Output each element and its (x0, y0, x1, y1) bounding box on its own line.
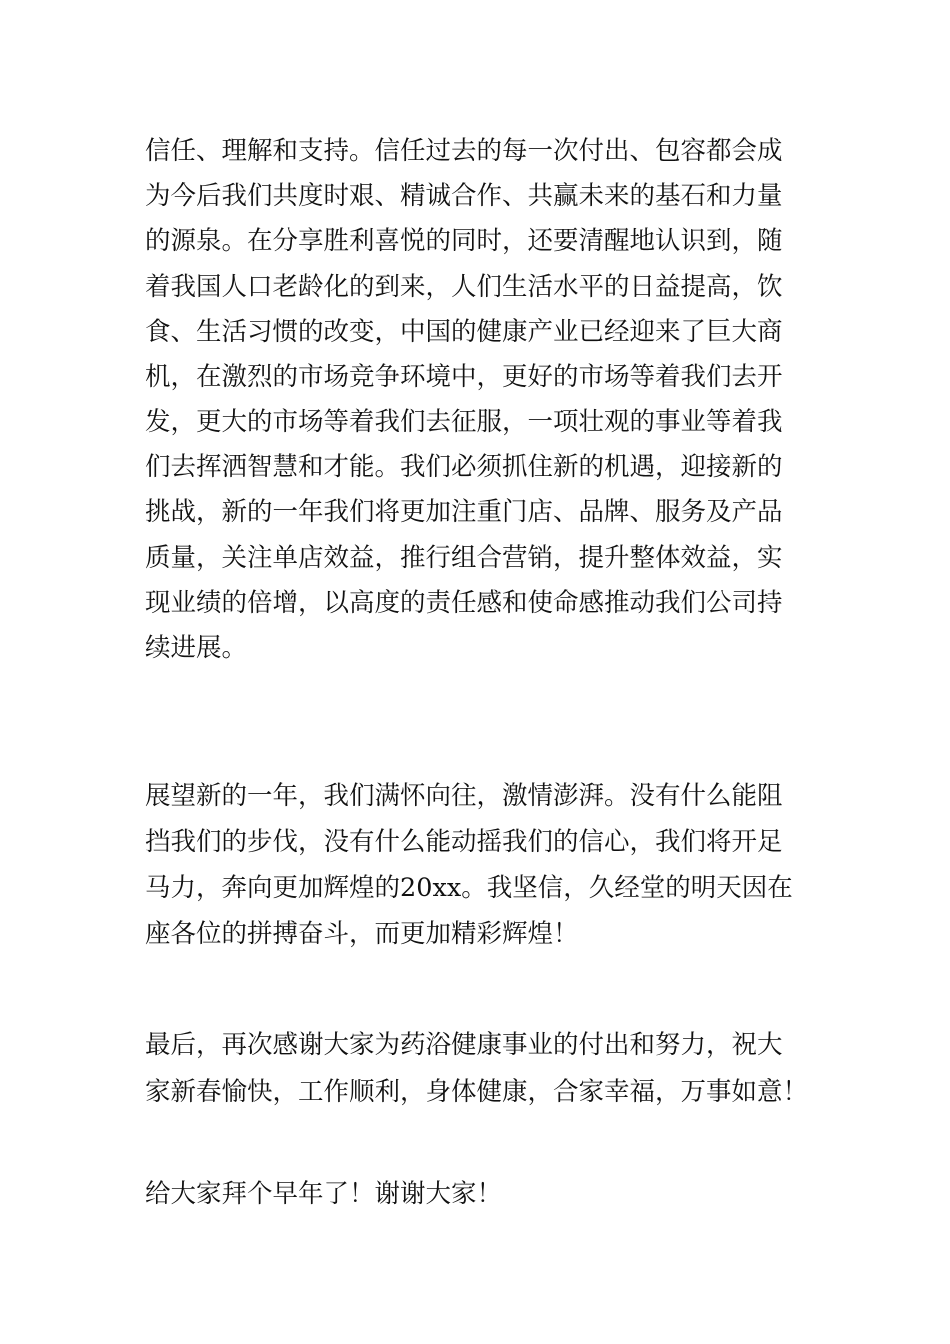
text-line: 食、生活习惯的改变，中国的健康产业已经迎来了巨大商 (145, 317, 783, 347)
text-line: 质量，关注单店效益，推行组合营销，提升整体效益，实 (145, 543, 783, 573)
text-line: 的源泉。在分享胜利喜悦的同时，还要清醒地认识到，随 (145, 226, 783, 256)
text-line: 机，在激烈的市场竞争环境中，更好的市场等着我们去开 (145, 362, 783, 392)
text-line: 着我国人口老龄化的到来，人们生活水平的日益提高，饮 (145, 272, 783, 302)
text-line: 为今后我们共度时艰、精诚合作、共赢未来的基石和力量 (145, 181, 783, 211)
text-line: 发，更大的市场等着我们去征服，一项壮观的事业等着我 (145, 407, 783, 437)
text-line: 最后，再次感谢大家为药浴健康事业的付出和努力，祝大 (145, 1030, 783, 1060)
text-line: 家新春愉快，工作顺利，身体健康，合家幸福，万事如意！ (145, 1077, 809, 1107)
text-line: 座各位的拼搏奋斗，而更加精彩辉煌！ (145, 919, 579, 949)
text-line: 马力，奔向更加辉煌的20xx。我坚信，久经堂的明天因在 (145, 873, 793, 903)
text-line: 挡我们的步伐，没有什么能动摇我们的信心，我们将开足 (145, 827, 783, 857)
text-line: 挑战，新的一年我们将更加注重门店、品牌、服务及产品 (145, 497, 783, 527)
text-line: 现业绩的倍增，以高度的责任感和使命感推动我们公司持 (145, 588, 783, 618)
text-line: 续进展。 (145, 633, 248, 663)
text-line: 信任、理解和支持。信任过去的每一次付出、包容都会成 (145, 136, 783, 166)
text-line: 给大家拜个早年了！谢谢大家！ (145, 1179, 503, 1209)
text-line: 展望新的一年，我们满怀向往，激情澎湃。没有什么能阻 (145, 781, 783, 811)
text-line: 们去挥洒智慧和才能。我们必须抓住新的机遇，迎接新的 (145, 452, 783, 482)
